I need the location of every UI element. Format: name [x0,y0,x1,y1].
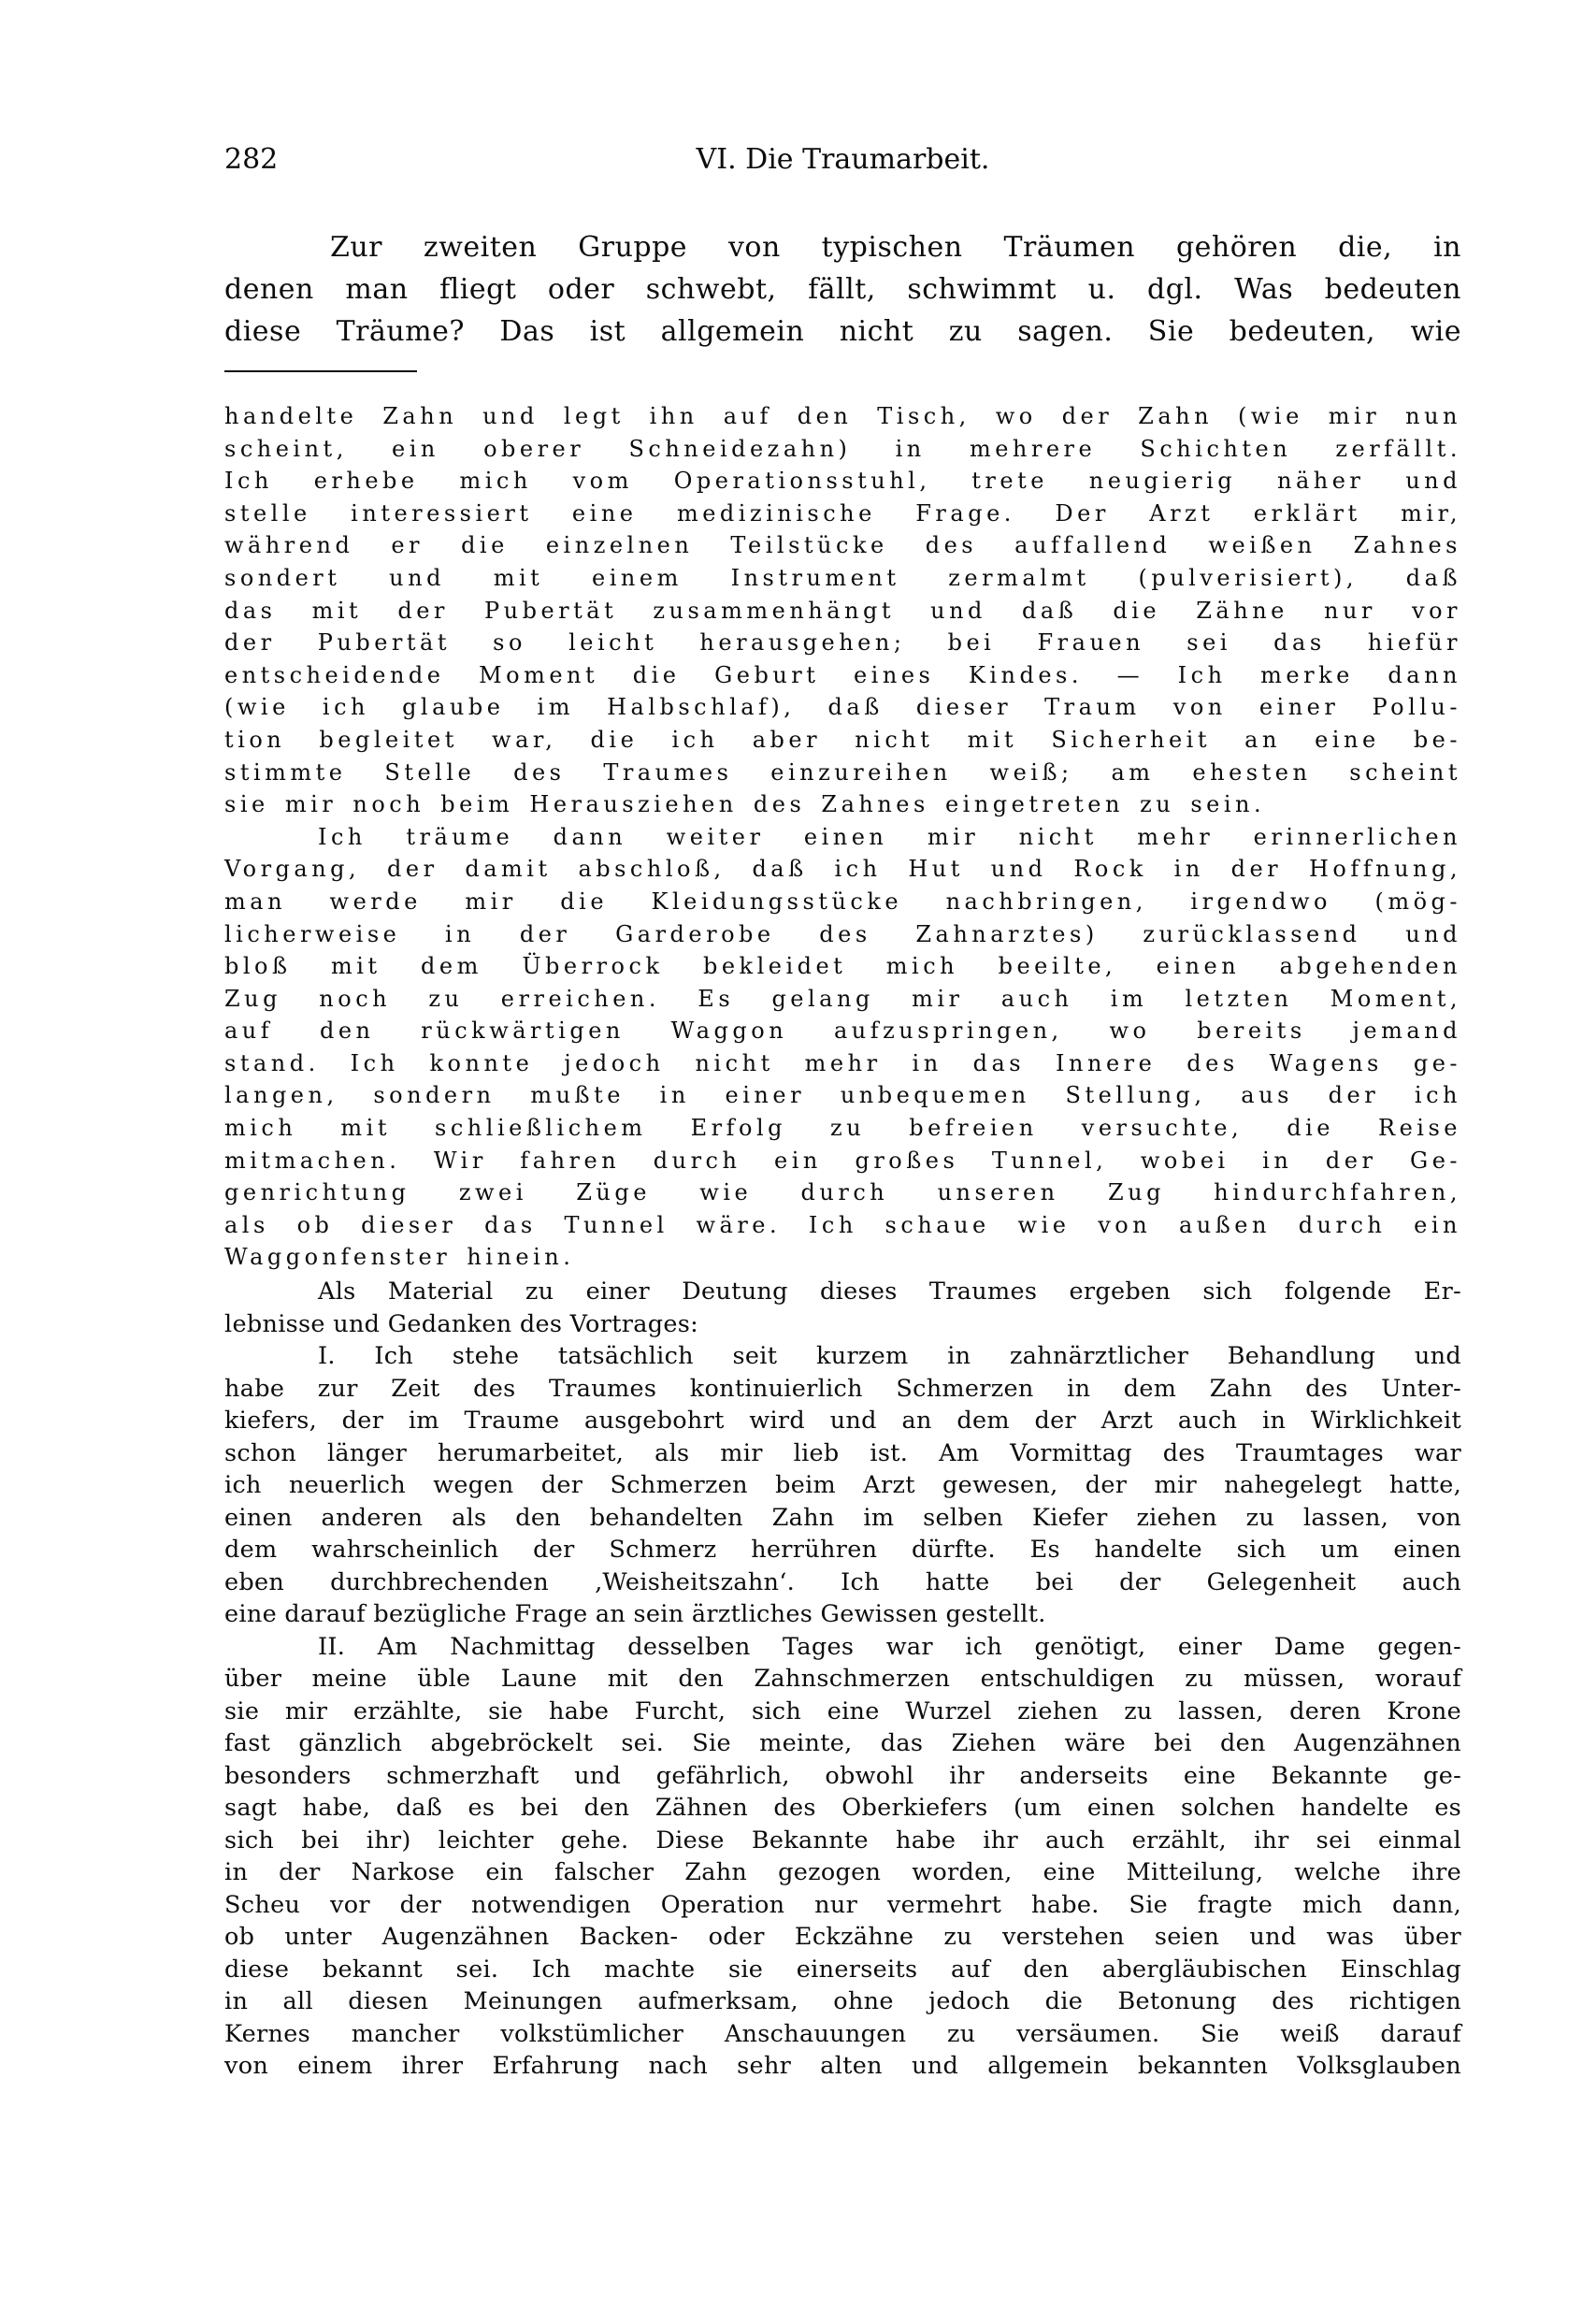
text-line: tion begleitet war, die ich aber nicht mit Sicherheit an eine be- [224,726,1461,753]
text-line: sie mir erzählte, sie habe Furcht, sich eine Wurzel ziehen zu lassen, deren Krone [224,1696,1461,1725]
text-line: I. Ich stehe tatsächlich seit kurzem in zahnärztlicher Behandlung und [318,1342,1461,1371]
page-content [224,142,1461,2083]
text-line: über meine üble Laune mit den Zahnschmerzen entschuldigen zu müssen, worauf [224,1665,1461,1694]
text-line: fast gänzlich abgebröckelt sei. Sie meinte, das Ziehen wäre bei den Augenzähnen [224,1729,1461,1758]
text-line: habe zur Zeit des Traumes kontinuierlich Schmerzen in dem Zahn des Unter- [224,1374,1461,1403]
page-header [224,142,1461,180]
text-line: in all diesen Meinungen aufmerksam, ohne jedoch die Betonung des richtigen [224,1987,1461,2016]
text-line: Als Material zu einer Deutung dieses Traumes ergeben sich folgende Er- [318,1277,1461,1306]
text-line: genrichtung zwei Züge wie durch unseren Zug hindurchfahren, [224,1179,1461,1206]
text-line: der Pubertät so leicht herausgehen; bei Frauen sei das hiefür [224,629,1461,657]
text-line: diese bekannt sei. Ich machte sie einerseits auf den abergläubischen Einschlag [224,1955,1461,1984]
text-line: Kernes mancher volkstümlicher Anschauungen zu versäumen. Sie weiß darauf [224,2019,1461,2048]
text-line: sie mir noch beim Herausziehen des Zahnes eingetreten zu sein. [224,791,1266,818]
text-line: diese Träume? Das ist allgemein nicht zu sagen. Sie bedeuten, wie [224,315,1461,348]
text-line: Scheu vor der notwendigen Operation nur vermehrt habe. Sie fragte mich dann, [224,1890,1461,1919]
text-line: sondert und mit einem Instrument zermalmt (pulverisiert), daß [224,564,1461,591]
text-line: Ich erhebe mich vom Operationsstuhl, trete neugierig näher und [224,468,1461,495]
text-line: schon länger herumarbeitet, als mir lieb ist. Am Vormittag des Traumtages war [224,1438,1461,1467]
text-line: scheint, ein oberer Schneidezahn) in mehrere Schichten zerfällt. [224,435,1461,462]
text-line: man werde mir die Kleidungsstücke nachbringen, irgendwo (mög- [224,888,1461,915]
text-line: (wie ich glaube im Halbschlaf), daß dieser Traum von einer Pollu- [224,694,1461,721]
text-line: entscheidende Moment die Geburt eines Kindes. — Ich merke dann [224,661,1461,688]
text-line: stelle interessiert eine medizinische Frage. Der Arzt erklärt mir, [224,499,1461,527]
text-line: Ich träume dann weiter einen mir nicht mehr erinnerlichen [318,823,1461,850]
text-line: besonders schmerzhaft und gefährlich, obwohl ihr anderseits eine Bekannte ge- [224,1761,1461,1790]
main-paragraph [224,226,1461,353]
text-line: kiefers, der im Traume ausgebohrt wird und an dem der Arzt auch in Wirklichkeit [224,1407,1461,1436]
text-line: ich neuerlich wegen der Schmerzen beim Arzt gewesen, der mir nahegelegt hatte, [224,1471,1461,1500]
text-line: ob unter Augenzähnen Backen- oder Eckzähne zu verstehen seien und was über [224,1923,1461,1952]
text-line: Zug noch zu erreichen. Es gelang mir auch im letzten Moment, [224,985,1461,1012]
text-line: eine darauf bezügliche Frage an sein ärztliches Gewissen gestellt. [224,1600,1046,1629]
text-line: mitmachen. Wir fahren durch ein großes Tunnel, wobei in der Ge- [224,1147,1461,1174]
text-line: sich bei ihr) leichter gehe. Diese Bekannte habe ihr auch erzählt, ihr sei einmal [224,1826,1461,1855]
text-line: auf den rückwärtigen Waggon aufzuspringen, wo bereits jemand [224,1018,1461,1045]
running-head: VI. Die Traumarbeit. [696,143,990,176]
text-line: eben durchbrechenden ‚Weisheitszahn‘. Ich hatte bei der Gelegenheit auch [224,1567,1461,1596]
text-line: stimmte Stelle des Traumes einzureihen weiß; am ehesten scheint [224,758,1461,786]
text-line: mich mit schließlichem Erfolg zu befreien versuchte, die Reise [224,1115,1461,1142]
text-line: in der Narkose ein falscher Zahn gezogen worden, eine Mitteilung, welche ihre [224,1858,1461,1887]
text-line: lebnisse und Gedanken des Vortrages: [224,1309,699,1338]
footnote-separator-rule [224,370,417,372]
text-line: Zur zweiten Gruppe von typischen Träumen gehören die, in [330,231,1461,264]
text-line: während er die einzelnen Teilstücke des auffallend weißen Zahnes [224,532,1461,559]
text-line: II. Am Nachmittag desselben Tages war ich genötigt, einer Dame gegen- [318,1632,1461,1661]
text-line: dem wahrscheinlich der Schmerz herrühren dürfte. Es handelte sich um einen [224,1536,1461,1565]
footnote-spaced-section [224,400,1461,1274]
text-line: Vorgang, der damit abschloß, daß ich Hut und Rock in der Hoffnung, [224,856,1461,883]
page-number: 282 [224,143,279,176]
footnote-plain-section [224,1276,1461,2083]
text-line: das mit der Pubertät zusammenhängt und daß die Zähne nur vor [224,597,1461,624]
text-line: einen anderen als den behandelten Zahn im selben Kiefer ziehen zu lassen, von [224,1503,1461,1532]
text-line: Waggonfenster hinein. [224,1244,575,1271]
text-line: von einem ihrer Erfahrung nach sehr alten und allgemein bekannten Volksglauben [224,2052,1461,2081]
text-line: langen, sondern mußte in einer unbequemen Stellung, aus der ich [224,1082,1461,1109]
text-line: handelte Zahn und legt ihn auf den Tisch, wo der Zahn (wie mir nun [224,403,1461,429]
text-line: stand. Ich konnte jedoch nicht mehr in das Innere des Wagens ge- [224,1049,1461,1076]
text-line: denen man fliegt oder schwebt, fällt, schwimmt u. dgl. Was bedeuten [224,273,1461,306]
text-line: bloß mit dem Überrock bekleidet mich beeilte, einen abgehenden [224,953,1461,980]
text-line: als ob dieser das Tunnel wäre. Ich schaue wie von außen durch ein [224,1211,1461,1238]
text-line: sagt habe, daß es bei den Zähnen des Oberkiefers (um einen solchen handelte es [224,1794,1461,1823]
text-line: licherweise in der Garderobe des Zahnarztes) zurücklassend und [224,920,1461,947]
